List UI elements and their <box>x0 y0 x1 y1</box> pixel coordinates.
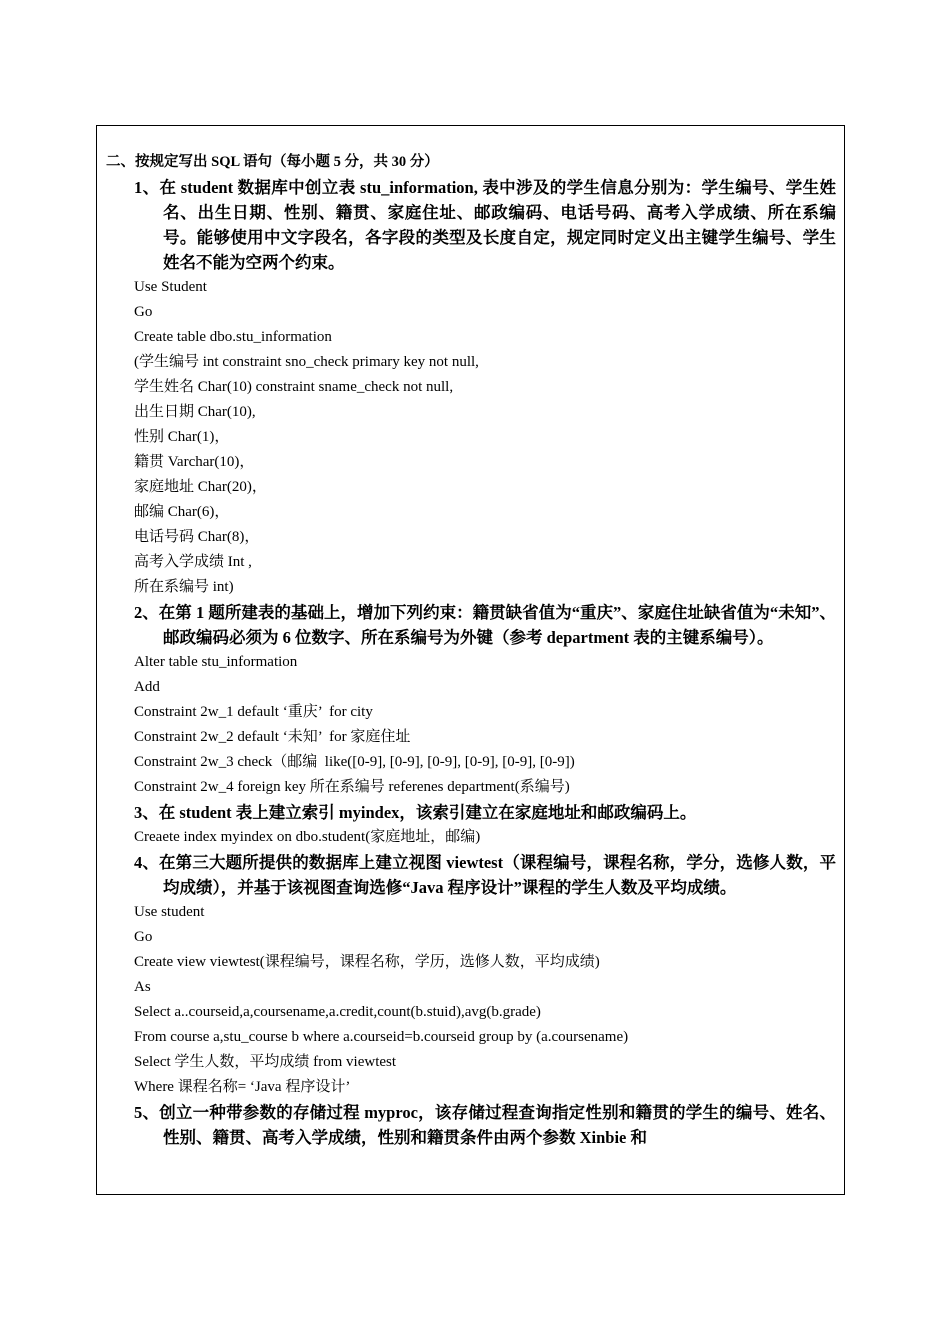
code-line: 所在系编号 int) <box>134 579 234 595</box>
code-line: 高考入学成绩 Int , <box>134 554 252 570</box>
code-line: 邮编 Char(6)， <box>134 504 230 520</box>
code-line: 电话号码 Char(8)， <box>134 529 260 545</box>
code-line: Constraint 2w_3 check（邮编 like([0-9], [0-9], [0-9], [0-9], [0-9], [0-9]) <box>134 754 575 770</box>
code-line: Creaete index myindex on dbo.student(家庭地址，邮编) <box>134 829 481 845</box>
code-line: Select a..courseid,a,coursename,a.credit,count(b.stuid),avg(b.grade) <box>134 1004 541 1020</box>
code-line: Use Student <box>134 279 207 295</box>
question-5: 5、创立一种带参数的存储过程 myproc，该存储过程查询指定性别和籍贯的学生的编号、姓名、性别、籍贯、高考入学成绩，性别和籍贯条件由两个参数 Xinbie 和 <box>134 1103 836 1147</box>
code-line: Where 课程名称= ‘Java 程序设计’ <box>134 1079 351 1095</box>
question-1: 1、在 student 数据库中创立表 stu_information, 表中涉及的学生信息分别为：学生编号、学生姓名、出生日期、性别、籍贯、家庭住址、邮政编码、电话号码、高考入学成绩、所在系编号。能够使用中文字段名，各字段的类型及长度自定，规定同时定义出主键学生编号、学生姓名不能为空两个约束。 <box>134 178 836 272</box>
answer-1 <box>106 275 836 600</box>
code-line: Alter table stu_information <box>134 654 298 670</box>
code-line: Constraint 2w_1 default ‘重庆’ for city <box>134 704 373 720</box>
answer-2 <box>106 650 836 800</box>
code-line: 出生日期 Char(10), <box>134 404 256 420</box>
code-line: Select 学生人数，平均成绩 from viewtest <box>134 1054 397 1070</box>
answer-4 <box>106 900 836 1100</box>
code-line: Create table dbo.stu_information <box>134 329 332 345</box>
answer-3 <box>106 825 836 850</box>
code-line: Constraint 2w_2 default ‘未知’ for 家庭住址 <box>134 729 411 745</box>
document-frame <box>96 125 845 1195</box>
code-line: Go <box>134 929 153 945</box>
code-line: 性别 Char(1)， <box>134 429 230 445</box>
code-line: 学生姓名 Char(10) constraint sname_check not null, <box>134 379 454 395</box>
code-line: From course a,stu_course b where a.courseid=b.courseid group by (a.coursename) <box>134 1029 629 1045</box>
code-line: Go <box>134 304 153 320</box>
code-line: 家庭地址 Char(20)， <box>134 479 267 495</box>
code-line: As <box>134 979 151 995</box>
question-2: 2、在第 1 题所建表的基础上，增加下列约束：籍贯缺省值为“重庆”、家庭住址缺省值为“未知”、邮政编码必须为 6 位数字、所在系编号为外键（参考 department 表的主键系编号）。 <box>134 603 836 647</box>
code-line: (学生编号 int constraint sno_check primary key not null, <box>134 354 479 370</box>
question-4: 4、在第三大题所提供的数据库上建立视图 viewtest（课程编号，课程名称，学分，选修人数，平均成绩），并基于该视图查询选修“Java 程序设计”课程的学生人数及平均成绩。 <box>134 853 836 897</box>
code-line: Create view viewtest(课程编号，课程名称，学历，选修人数，平均成绩) <box>134 954 600 970</box>
code-line: Constraint 2w_4 foreign key 所在系编号 referenes department(系编号) <box>134 779 570 795</box>
code-line: Use student <box>134 904 205 920</box>
code-line: Add <box>134 679 160 695</box>
section-heading: 二、按规定写出 SQL 语句（每小题 5 分，共 30 分） <box>106 154 439 170</box>
question-3: 3、在 student 表上建立索引 myindex，该索引建立在家庭地址和邮政编码上。 <box>134 803 697 822</box>
code-line: 籍贯 Varchar(10)， <box>134 454 255 470</box>
document-content <box>106 151 836 1150</box>
